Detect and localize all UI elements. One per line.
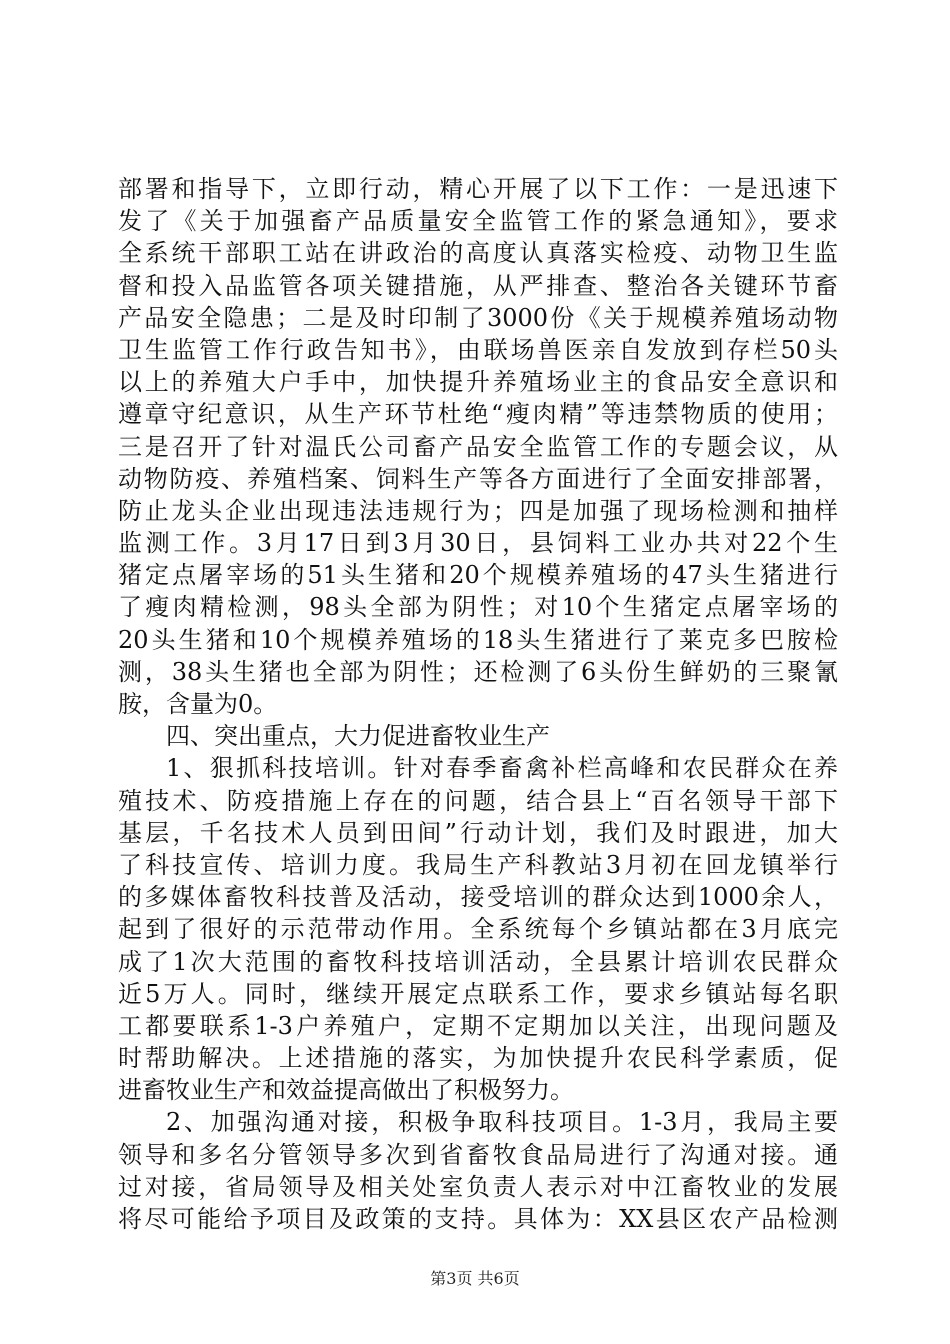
text-line: 督和投入品监管各项关键措施，从严排查、整治各关键环节畜 xyxy=(118,271,838,300)
text-line: 猪定点屠宰场的51头生猪和20个规模养殖场的47头生猪进行 xyxy=(118,561,838,590)
document-body xyxy=(118,173,838,1235)
text-line: 防止龙头企业出现违法违规行为；四是加强了现场检测和抽样 xyxy=(118,496,838,525)
text-line: 过对接，省局领导及相关处室负责人表示对中江畜牧业的发展 xyxy=(118,1172,838,1201)
paragraph-start-line: 1、狠抓科技培训。针对春季畜禽补栏高峰和农民群众在养 xyxy=(166,754,838,783)
text-line: 遵章守纪意识，从生产环节杜绝“瘦肉精”等违禁物质的使用； xyxy=(118,400,838,429)
text-line: 发了《关于加强畜产品质量安全监管工作的紧急通知》，要求 xyxy=(118,207,838,236)
paragraph-end-line: 胺，含量为0。 xyxy=(118,690,278,718)
text-line: 产品安全隐患；二是及时印制了3000份《关于规模养殖场动物 xyxy=(118,303,838,332)
paragraph-start-line: 2、加强沟通对接，积极争取科技项目。1-3月，我局主要 xyxy=(166,1108,838,1137)
text-line: 成了1次大范围的畜牧科技培训活动，全县累计培训农民群众 xyxy=(118,947,838,976)
text-line: 测，38头生猪也全部为阴性；还检测了6头份生鲜奶的三聚氰 xyxy=(118,657,838,686)
text-line: 监测工作。3月17日到3月30日，县饲料工业办共对22个生 xyxy=(118,529,838,558)
text-line: 近5万人。同时，继续开展定点联系工作，要求乡镇站每名职 xyxy=(118,979,838,1008)
text-line: 了科技宣传、培训力度。我局生产科教站3月初在回龙镇举行 xyxy=(118,850,838,879)
text-line: 了瘦肉精检测，98头全部为阴性；对10个生猪定点屠宰场的 xyxy=(118,593,838,622)
page-number-footer: 第3页 共6页 xyxy=(430,1269,520,1288)
text-line: 全系统干部职工站在讲政治的高度认真落实检疫、动物卫生监 xyxy=(118,239,838,268)
text-line: 卫生监管工作行政告知书》，由联场兽医亲自发放到存栏50头 xyxy=(118,335,838,364)
text-line: 工都要联系1-3户养殖户，定期不定期加以关注，出现问题及 xyxy=(118,1011,838,1040)
text-line: 将尽可能给予项目及政策的支持。具体为：XX县区农产品检测 xyxy=(118,1205,838,1233)
text-line: 20头生猪和10个规模养殖场的18头生猪进行了莱克多巴胺检 xyxy=(118,625,838,654)
text-line: 领导和多名分管领导多次到省畜牧食品局进行了沟通对接。通 xyxy=(118,1140,838,1169)
text-line: 起到了很好的示范带动作用。全系统每个乡镇站都在3月底完 xyxy=(118,915,838,944)
section-heading: 四、突出重点，大力促进畜牧业生产 xyxy=(166,722,550,751)
text-line: 以上的养殖大户手中，加快提升养殖场业主的食品安全意识和 xyxy=(118,368,838,397)
text-line: 基层，千名技术人员到田间”行动计划，我们及时跟进，加大 xyxy=(118,818,838,847)
text-line: 部署和指导下，立即行动，精心开展了以下工作：一是迅速下 xyxy=(118,175,838,203)
text-line: 三是召开了针对温氏公司畜产品安全监管工作的专题会议，从 xyxy=(118,432,838,461)
text-line: 时帮助解决。上述措施的落实，为加快提升农民科学素质，促 xyxy=(118,1044,838,1073)
text-line: 殖技术、防疫措施上存在的问题，结合县上“百名领导干部下 xyxy=(118,786,838,815)
paragraph-end-line: 进畜牧业生产和效益提高做出了积极努力。 xyxy=(118,1076,574,1105)
text-line: 的多媒体畜牧科技普及活动，接受培训的群众达到1000余人， xyxy=(118,883,838,912)
text-line: 动物防疫、养殖档案、饲料生产等各方面进行了全面安排部署， xyxy=(118,464,838,493)
